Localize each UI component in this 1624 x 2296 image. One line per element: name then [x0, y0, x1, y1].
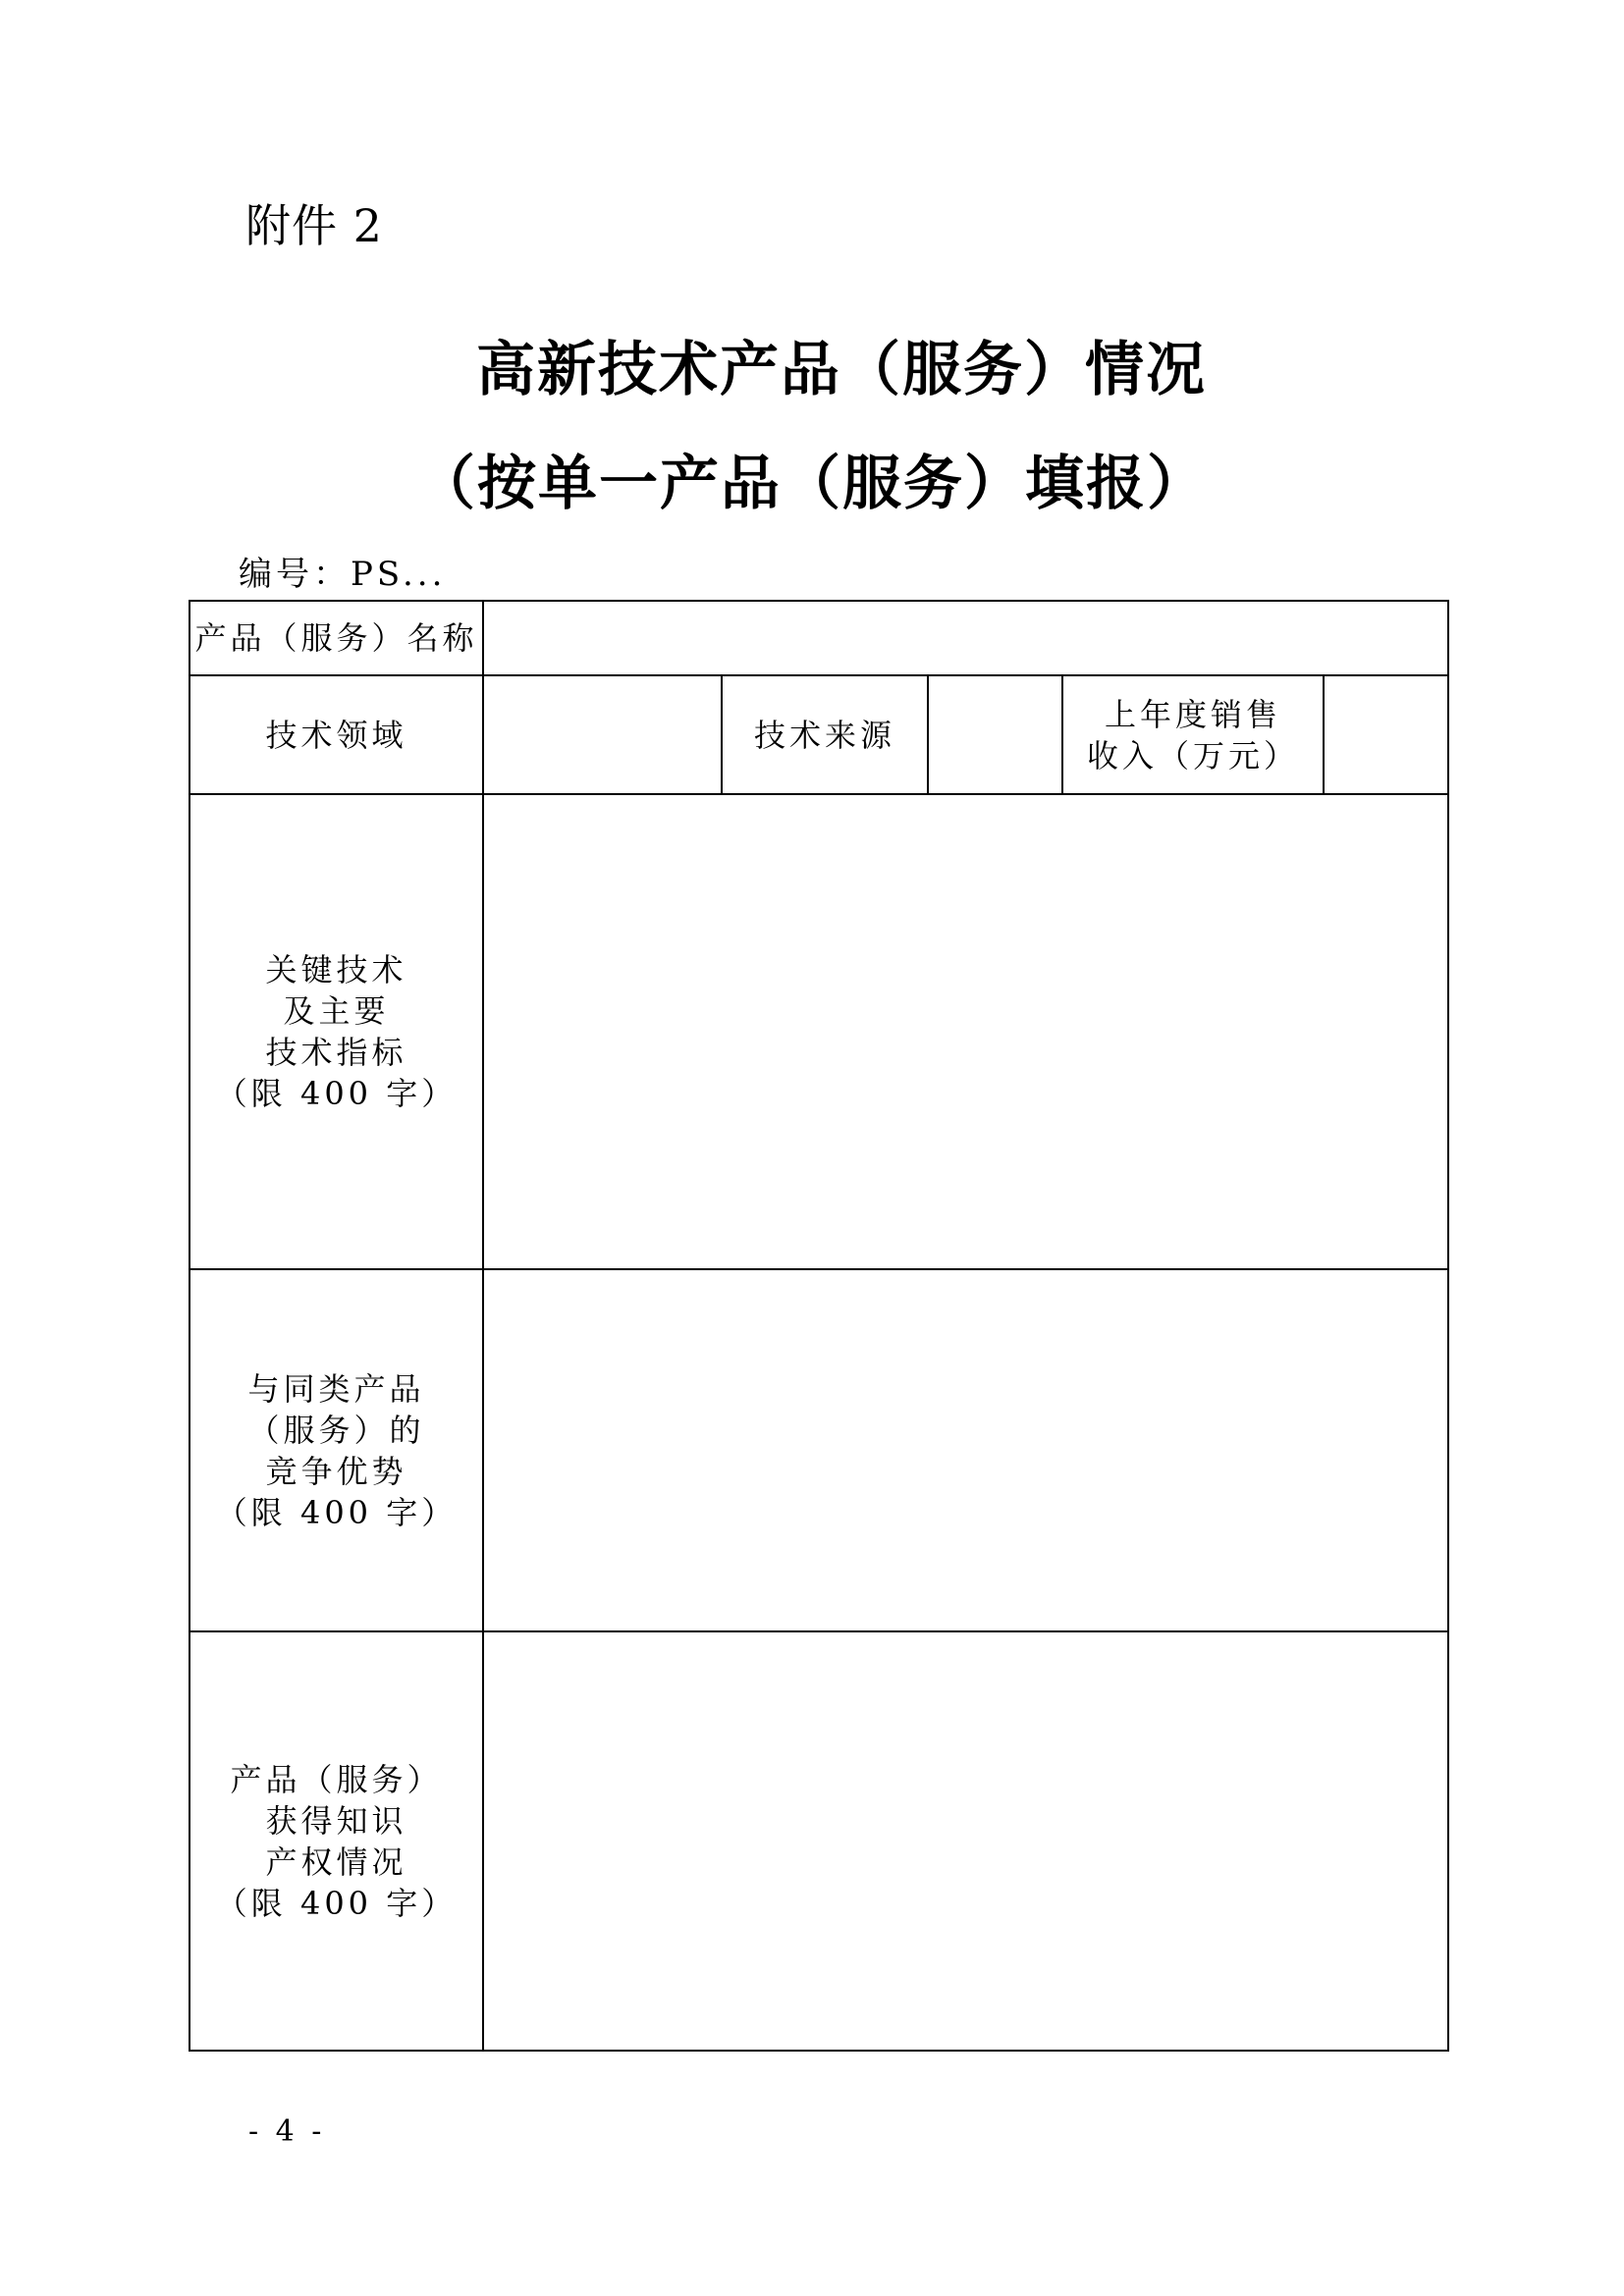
table-row	[189, 675, 1448, 794]
key-tech-label-line: 及主要	[283, 992, 390, 1030]
tech-source-field[interactable]	[928, 675, 1062, 794]
revenue-label-line: 上年度销售	[1104, 695, 1281, 733]
key-tech-label-line: 关键技术	[265, 951, 407, 988]
revenue-field[interactable]	[1324, 675, 1448, 794]
table-row	[189, 1631, 1448, 2051]
table-row	[189, 794, 1448, 1269]
ip-label-line: 产品（服务）	[230, 1760, 443, 1798]
competitive-label-line: （限 400 字）	[215, 1493, 458, 1531]
serial-number: 编号：PS...	[239, 555, 447, 594]
product-name-field[interactable]	[483, 601, 1448, 675]
ip-label-line: （限 400 字）	[215, 1884, 458, 1922]
ip-label-line: 产权情况	[265, 1842, 407, 1881]
tech-source-label: 技术来源	[722, 675, 928, 794]
key-tech-field[interactable]	[483, 794, 1448, 1269]
key-tech-label-line: （限 400 字）	[215, 1075, 458, 1112]
page-number: - 4 -	[248, 2114, 326, 2149]
ip-label-line: 获得知识	[265, 1801, 407, 1840]
product-form-table	[189, 600, 1449, 2052]
ip-field[interactable]	[483, 1631, 1448, 2051]
ip-label	[189, 1631, 483, 2051]
competitive-label-line: 与同类产品	[247, 1369, 425, 1408]
competitive-label-line: 竞争优势	[265, 1452, 407, 1490]
competitive-field[interactable]	[483, 1269, 1448, 1631]
revenue-label-line: 收入（万元）	[1086, 736, 1299, 774]
key-tech-label	[189, 794, 483, 1269]
competitive-label-line: （服务）的	[247, 1411, 425, 1449]
page-title: 高新技术产品（服务）情况	[476, 336, 1207, 404]
tech-field-label: 技术领域	[189, 675, 483, 794]
table-row	[189, 601, 1448, 675]
tech-field-field[interactable]	[483, 675, 722, 794]
attachment-label: 附件 2	[245, 199, 383, 252]
key-tech-label-line: 技术指标	[265, 1034, 407, 1071]
table-row	[189, 1269, 1448, 1631]
competitive-label	[189, 1269, 483, 1631]
page-subtitle: （按单一产品（服务）填报）	[416, 450, 1208, 518]
product-name-label: 产品（服务）名称	[189, 601, 483, 675]
revenue-label	[1062, 675, 1324, 794]
